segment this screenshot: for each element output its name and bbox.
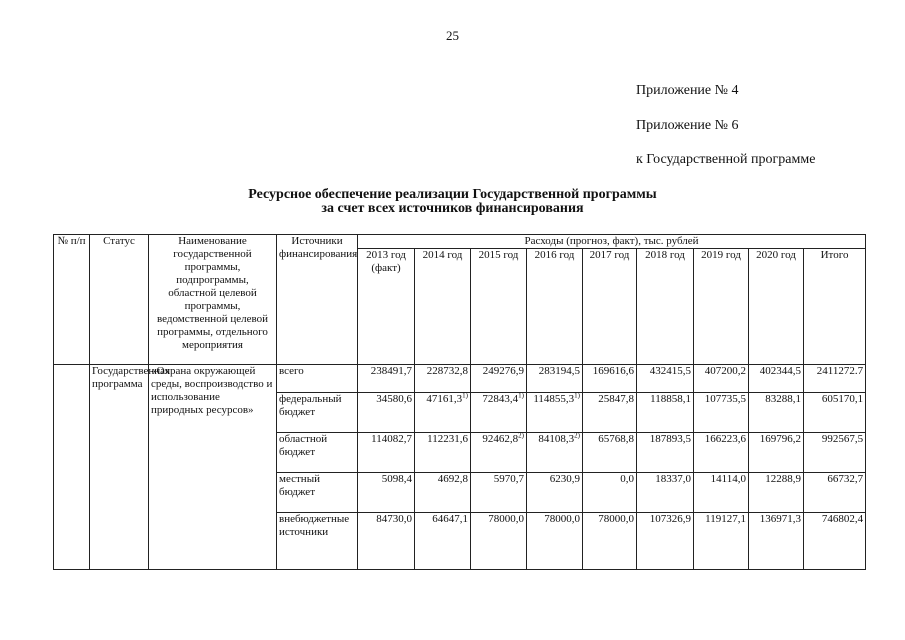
value-cell (415, 473, 471, 513)
value-text: 169616,6 (592, 365, 634, 377)
value-cell (471, 433, 527, 473)
value-text: 34580,6 (376, 393, 412, 405)
value-cell (527, 473, 583, 513)
value-text: 92462,8 (482, 433, 519, 445)
value-cell (415, 365, 471, 393)
value-cell (415, 513, 471, 570)
value-cell (527, 513, 583, 570)
value-cell (583, 393, 637, 433)
value-cell (358, 433, 415, 473)
header-year: 2019 год (694, 249, 749, 365)
resource-table (53, 234, 866, 570)
value-text: 238491,7 (370, 365, 412, 377)
value-text: 187893,5 (649, 433, 691, 445)
value-cell (804, 513, 866, 570)
header-row-1 (54, 235, 866, 249)
value-text: 107326,9 (649, 513, 691, 525)
value-text: 47161,3 (426, 393, 463, 405)
value-cell (694, 473, 749, 513)
header-year: 2014 год (415, 249, 471, 365)
source-cell: всего (277, 365, 358, 393)
value-cell (694, 513, 749, 570)
value-cell (749, 433, 804, 473)
value-cell (694, 365, 749, 393)
value-text: 25847,8 (598, 393, 634, 405)
value-text: 84108,3 (538, 433, 575, 445)
value-text: 136971,3 (759, 513, 801, 525)
value-text: 83288,1 (765, 393, 801, 405)
value-text: 0,0 (620, 473, 634, 485)
value-cell (415, 393, 471, 433)
appendix-line-2: Приложение № 6 (636, 118, 739, 133)
value-text: 12288,9 (765, 473, 801, 485)
value-text: 6230,9 (549, 473, 580, 485)
value-cell (358, 473, 415, 513)
source-cell: федеральный бюджет (277, 393, 358, 433)
value-text: 78000,0 (598, 513, 634, 525)
value-text: 283194,5 (538, 365, 580, 377)
value-text: 114855,3 (533, 393, 575, 405)
value-text: 107735,5 (704, 393, 746, 405)
value-cell (804, 473, 866, 513)
value-text: 4692,8 (437, 473, 468, 485)
source-cell: областной бюджет (277, 433, 358, 473)
value-cell (527, 433, 583, 473)
footnote-mark: 1) (518, 391, 524, 400)
value-cell (637, 365, 694, 393)
value-cell (583, 473, 637, 513)
value-cell (358, 393, 415, 433)
value-text: 992567,5 (821, 433, 864, 445)
value-text: 14114,0 (710, 473, 746, 485)
value-cell (583, 433, 637, 473)
header-expenses: Расходы (прогноз, факт), тыс. рублей (358, 235, 866, 249)
footnote-mark: 1) (574, 391, 580, 400)
source-cell: внебюджетные источники (277, 513, 358, 570)
value-cell (749, 473, 804, 513)
value-cell (471, 473, 527, 513)
value-text: 64647,1 (432, 513, 468, 525)
value-cell (471, 365, 527, 393)
value-cell (415, 433, 471, 473)
footnote-mark: 1) (462, 391, 468, 400)
value-text: 407200,2 (704, 365, 746, 377)
value-text: 2411272.7 (816, 365, 864, 377)
header-year: 2016 год (527, 249, 583, 365)
value-text: 228732,8 (426, 365, 468, 377)
status-cell: Государственная программа (90, 365, 149, 570)
program-name-cell: «Охрана окружающей среды, воспроизводство и использование природных ресурсов» (149, 365, 277, 570)
value-text: 166223,6 (704, 433, 746, 445)
value-cell (694, 393, 749, 433)
source-cell: местный бюджет (277, 473, 358, 513)
value-text: 78000,0 (544, 513, 580, 525)
table-row (54, 365, 866, 393)
value-text: 605170,1 (821, 393, 864, 405)
value-cell (583, 513, 637, 570)
page-number: 25 (446, 28, 459, 43)
footnote-mark: 2) (574, 431, 580, 440)
appendix-line-3: к Государственной программе (636, 152, 816, 167)
value-text: 112231,6 (427, 433, 468, 445)
value-text: 169796,2 (759, 433, 801, 445)
header-year: 2018 год (637, 249, 694, 365)
value-text: 432415,5 (649, 365, 691, 377)
value-cell (637, 433, 694, 473)
header-sources: Источники финансирования (277, 235, 358, 365)
value-cell (471, 393, 527, 433)
value-text: 72843,4 (482, 393, 519, 405)
value-cell (358, 365, 415, 393)
value-cell (527, 393, 583, 433)
footnote-mark: 2) (518, 431, 524, 440)
value-text: 5970,7 (493, 473, 524, 485)
value-text: 66732,7 (827, 473, 864, 485)
title-line-2: за счет всех источников финансирования (321, 201, 584, 216)
header-name: Наименование государственной программы, подпрограммы, областной целевой программы, ведомственной целевой программы, отдельного мероприятия (149, 235, 277, 365)
value-cell (804, 433, 866, 473)
header-total: Итого (804, 249, 866, 365)
header-num: № п/п (54, 235, 90, 365)
value-text: 5098,4 (381, 473, 412, 485)
value-text: 78000,0 (488, 513, 524, 525)
header-year: 2020 год (749, 249, 804, 365)
value-cell (637, 513, 694, 570)
value-cell (749, 393, 804, 433)
header-year: 2013 год (факт) (358, 249, 415, 365)
value-text: 746802,4 (821, 513, 864, 525)
document-title (0, 188, 905, 216)
row-number-cell (54, 365, 90, 570)
value-cell (749, 365, 804, 393)
value-text: 249276,9 (482, 365, 524, 377)
value-cell (471, 513, 527, 570)
header-year: 2017 год (583, 249, 637, 365)
value-cell (637, 393, 694, 433)
value-text: 114082,7 (371, 433, 412, 445)
value-cell (749, 513, 804, 570)
value-cell (358, 513, 415, 570)
value-text: 118858,1 (650, 393, 691, 405)
value-text: 119127,1 (705, 513, 746, 525)
value-cell (583, 365, 637, 393)
value-text: 18337,0 (655, 473, 691, 485)
value-text: 402344,5 (759, 365, 801, 377)
value-cell (804, 393, 866, 433)
value-cell (694, 433, 749, 473)
value-cell (527, 365, 583, 393)
header-year: 2015 год (471, 249, 527, 365)
value-text: 84730,0 (376, 513, 412, 525)
title-line-1: Ресурсное обеспечение реализации Государственной программы (248, 187, 657, 202)
value-text: 65768,8 (598, 433, 634, 445)
appendix-line-1: Приложение № 4 (636, 83, 739, 98)
header-status: Статус (90, 235, 149, 365)
value-cell (804, 365, 866, 393)
value-cell (637, 473, 694, 513)
